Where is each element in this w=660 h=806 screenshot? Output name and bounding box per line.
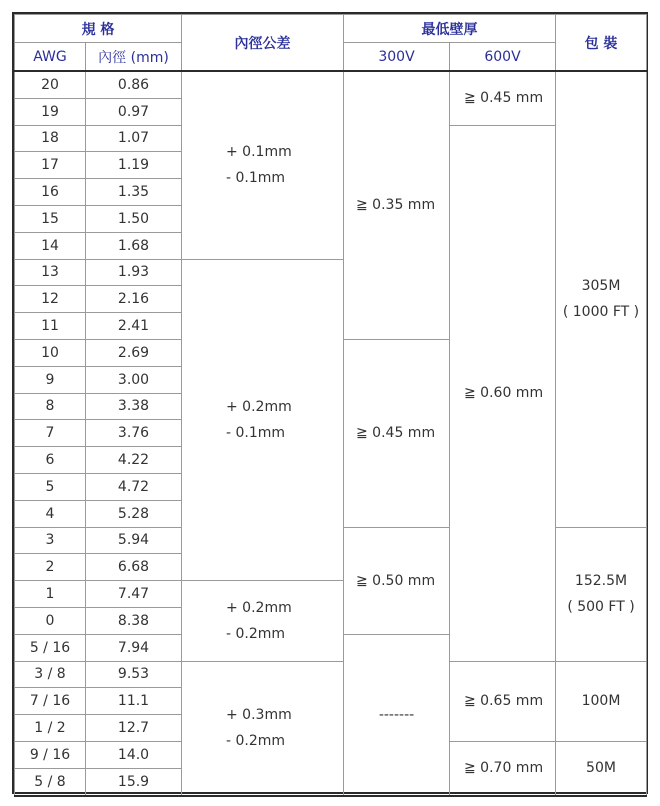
awg-cell: 13	[15, 259, 86, 286]
awg-cell: 3 / 8	[15, 661, 86, 688]
packaging-cell	[556, 71, 647, 527]
wall-300v-cell: ≧ 0.35 mm	[344, 71, 450, 339]
awg-cell: 0	[15, 607, 86, 634]
awg-cell: 5 / 8	[15, 768, 86, 795]
diameter-cell: 8.38	[86, 607, 182, 634]
diameter-cell: 0.97	[86, 98, 182, 125]
diameter-cell: 4.72	[86, 473, 182, 500]
diameter-cell: 15.9	[86, 768, 182, 795]
diameter-cell: 12.7	[86, 715, 182, 742]
diameter-cell: 1.19	[86, 152, 182, 179]
diameter-cell: 11.1	[86, 688, 182, 715]
wall-thickness-header: 最低壁厚	[344, 15, 556, 43]
tolerance-minus: - 0.1mm	[226, 424, 286, 441]
tolerance-minus: - 0.2mm	[226, 625, 286, 642]
awg-cell: 1 / 2	[15, 715, 86, 742]
tolerance-cell	[182, 259, 344, 581]
awg-cell: 3	[15, 527, 86, 554]
diameter-cell: 1.68	[86, 232, 182, 259]
diameter-cell: 1.35	[86, 179, 182, 206]
tolerance-cell	[182, 581, 344, 661]
diameter-cell: 1.93	[86, 259, 182, 286]
awg-cell: 14	[15, 232, 86, 259]
packaging-cell: 50M	[556, 741, 647, 795]
awg-cell: 10	[15, 339, 86, 366]
table-row	[15, 661, 647, 688]
wall-300v-cell: -------	[344, 634, 450, 795]
diameter-cell: 3.38	[86, 393, 182, 420]
tolerance-plus: + 0.2mm	[226, 398, 292, 415]
diameter-cell: 5.94	[86, 527, 182, 554]
tolerance-plus: + 0.1mm	[226, 144, 292, 161]
awg-cell: 1	[15, 581, 86, 608]
diameter-cell: 14.0	[86, 741, 182, 768]
diameter-cell: 3.00	[86, 366, 182, 393]
awg-cell: 2	[15, 554, 86, 581]
awg-cell: 7 / 16	[15, 688, 86, 715]
diameter-cell: 4.22	[86, 447, 182, 474]
awg-header: AWG	[15, 43, 86, 72]
awg-cell: 11	[15, 313, 86, 340]
tolerance-cell	[182, 661, 344, 795]
diameter-cell: 2.41	[86, 313, 182, 340]
diameter-cell: 0.86	[86, 71, 182, 98]
tolerance-minus: - 0.2mm	[226, 733, 286, 750]
diameter-cell: 6.68	[86, 554, 182, 581]
awg-cell: 15	[15, 205, 86, 232]
diameter-cell: 1.07	[86, 125, 182, 152]
300v-header: 300V	[344, 43, 450, 72]
diameter-cell: 2.69	[86, 339, 182, 366]
diameter-cell: 9.53	[86, 661, 182, 688]
awg-cell: 4	[15, 500, 86, 527]
tolerance-cell	[182, 71, 344, 259]
spec-header: 規 格	[15, 15, 182, 43]
spec-table	[14, 14, 647, 797]
diameter-cell: 3.76	[86, 420, 182, 447]
tolerance-plus: + 0.2mm	[226, 599, 292, 616]
wall-300v-cell: ≧ 0.50 mm	[344, 527, 450, 634]
packaging-header: 包 裝	[556, 15, 647, 72]
wall-600v-cell: ≧ 0.45 mm	[450, 71, 556, 125]
awg-cell: 19	[15, 98, 86, 125]
diameter-cell: 7.47	[86, 581, 182, 608]
awg-cell: 7	[15, 420, 86, 447]
wall-600v-cell: ≧ 0.70 mm	[450, 741, 556, 795]
diameter-header: 內徑 (mm)	[86, 43, 182, 72]
tolerance-minus: - 0.1mm	[226, 170, 286, 187]
awg-cell: 6	[15, 447, 86, 474]
awg-cell: 17	[15, 152, 86, 179]
awg-cell: 16	[15, 179, 86, 206]
awg-cell: 9 / 16	[15, 741, 86, 768]
packaging-length: 152.5M	[574, 573, 628, 590]
awg-cell: 18	[15, 125, 86, 152]
awg-cell: 9	[15, 366, 86, 393]
packaging-cell	[556, 527, 647, 661]
awg-cell: 12	[15, 286, 86, 313]
wall-600v-cell: ≧ 0.60 mm	[450, 125, 556, 661]
wall-600v-cell: ≧ 0.65 mm	[450, 661, 556, 741]
packaging-feet: ( 500 FT )	[567, 599, 635, 616]
tolerance-plus: + 0.3mm	[226, 707, 292, 724]
packaging-cell: 100M	[556, 661, 647, 741]
table-row	[15, 71, 647, 98]
diameter-cell: 1.50	[86, 205, 182, 232]
spec-table-frame	[12, 12, 648, 794]
awg-cell: 20	[15, 71, 86, 98]
diameter-cell: 7.94	[86, 634, 182, 661]
awg-cell: 5 / 16	[15, 634, 86, 661]
awg-cell: 5	[15, 473, 86, 500]
packaging-length: 305M	[581, 278, 621, 295]
awg-cell: 8	[15, 393, 86, 420]
wall-300v-cell: ≧ 0.45 mm	[344, 339, 450, 527]
600v-header: 600V	[450, 43, 556, 72]
tolerance-header: 內徑公差	[182, 15, 344, 72]
packaging-feet: ( 1000 FT )	[562, 304, 640, 321]
diameter-cell: 2.16	[86, 286, 182, 313]
diameter-cell: 5.28	[86, 500, 182, 527]
